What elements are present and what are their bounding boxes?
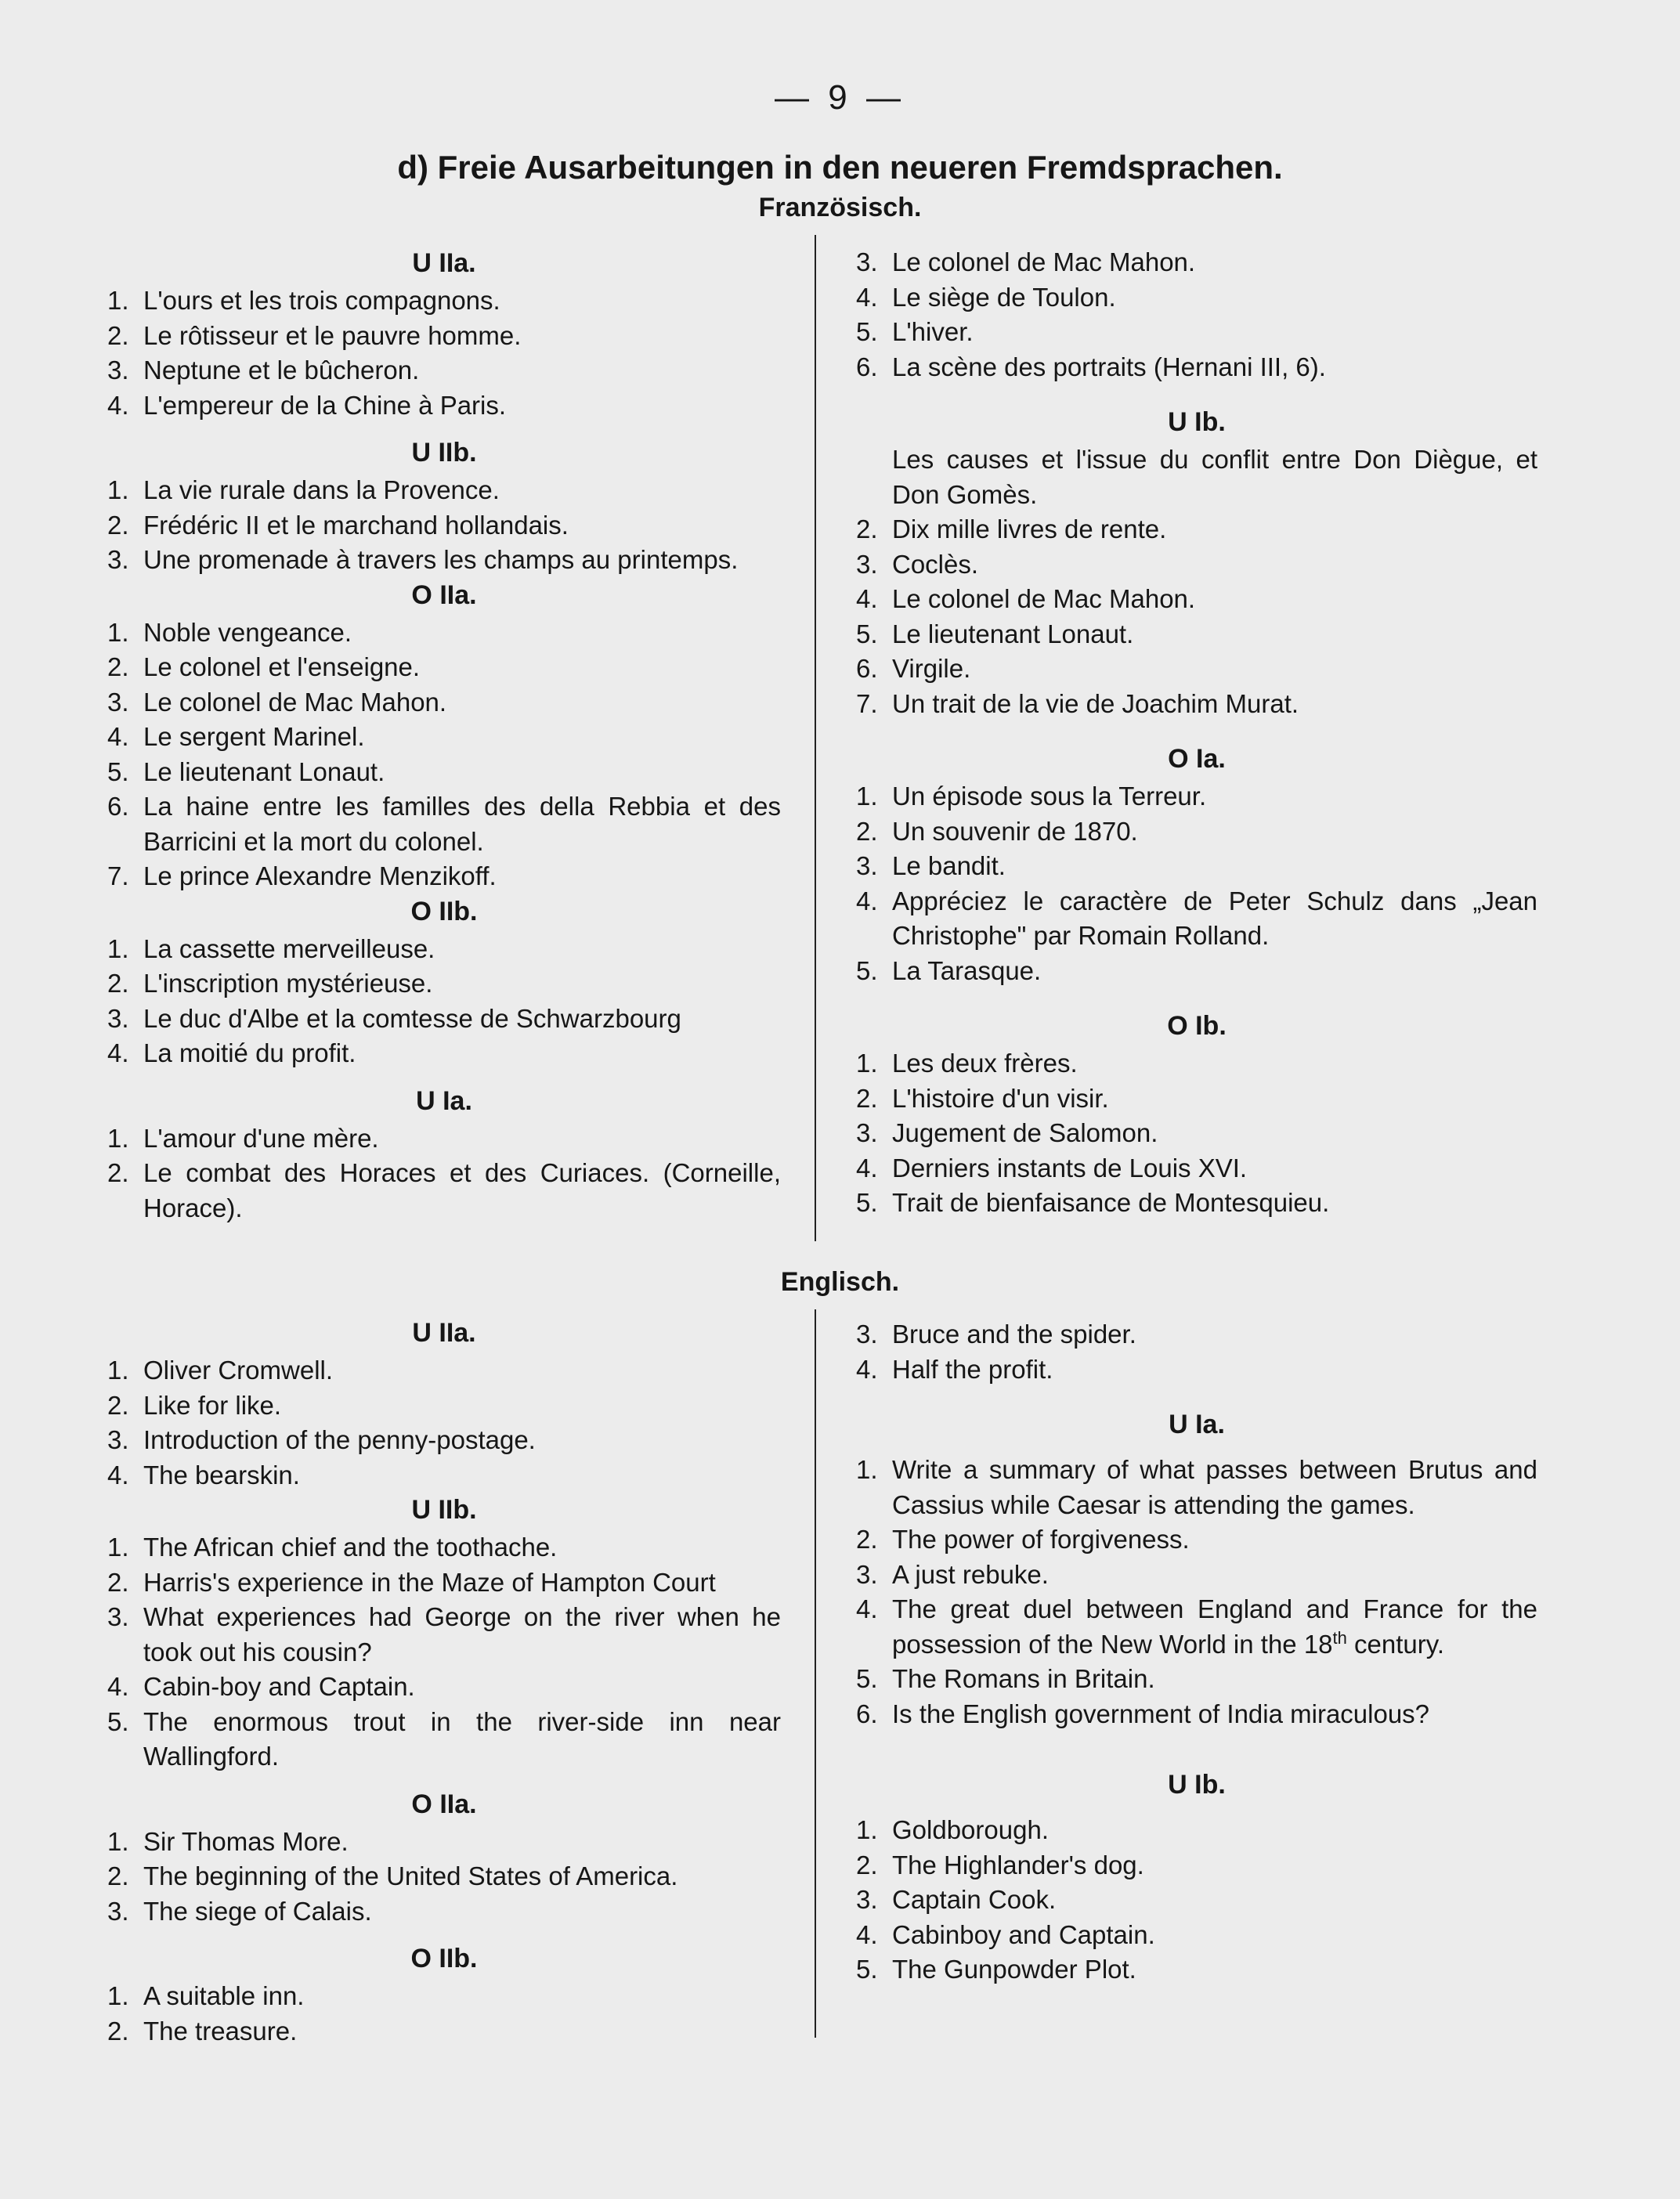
list-item: 7. Le prince Alexandre Menzikoff.: [107, 861, 497, 890]
english-u2a-list: [107, 1353, 781, 1493]
list-item: 5. The Gunpowder Plot.: [856, 1955, 1136, 1984]
list-item: 4. The great duel between England and France for the possession of the New World in the 18th century.: [856, 1594, 1537, 1659]
list-item: 1. L'ours et les trois compagnons.: [107, 286, 500, 315]
list-item: 2. The treasure.: [107, 2016, 298, 2046]
list-item: 2. Le rôtisseur et le pauvre homme.: [107, 320, 522, 350]
list-item: 5. The enormous trout in the river-side inn near Wallingford.: [107, 1706, 781, 1771]
english-u2a-heading: U IIa.: [412, 1318, 476, 1348]
list-item: 1. Goldborough.: [856, 1815, 1049, 1844]
list-item: 2. Frédéric II et le marchand hollandais.: [107, 510, 569, 540]
french-o2b-list: [107, 932, 781, 1071]
list-item: 4. Le colonel de Mac Mahon.: [856, 584, 1196, 613]
list-item: 3. Le duc d'Albe et la comtesse de Schwarzbourg: [107, 1003, 681, 1033]
list-item: 2. Harris's experience in the Maze of Hampton Court: [107, 1567, 716, 1597]
list-item: 3. The siege of Calais.: [107, 1896, 372, 1926]
english-u2b-list: [107, 1530, 781, 1775]
french-o1a-list: [856, 779, 1537, 988]
list-item: 5. L'hiver.: [856, 317, 974, 346]
list-item: 6. La scène des portraits (Hernani III, 6).: [856, 352, 1326, 381]
english-o2b-continued-list: [856, 1317, 1537, 1387]
french-u2b-list: [107, 473, 781, 578]
list-item: 1. Write a summary of what passes between Brutus and Cassius while Caesar is attending the games.: [856, 1455, 1537, 1519]
list-item: 4. Cabinboy and Captain.: [856, 1919, 1155, 1949]
french-o2a-heading: O IIa.: [411, 580, 477, 610]
list-item: 2. Dix mille livres de rente.: [856, 515, 1167, 543]
french-u1b-lead: Les causes et l'issue du conflit entre Don Diègue, et Don Gomès.: [892, 445, 1537, 509]
list-item: 4. La moitié du profit.: [107, 1038, 356, 1067]
list-item: 4. L'empereur de la Chine à Paris.: [107, 390, 507, 420]
list-item: 5. Le lieutenant Lonaut.: [856, 619, 1134, 648]
list-item: 2. Le combat des Horaces et des Curiaces. (Corneille, Horace).: [107, 1158, 781, 1222]
french-u2b-heading: U IIb.: [411, 438, 477, 468]
english-u1b-heading: U Ib.: [1168, 1770, 1226, 1800]
column-divider-english: [815, 1309, 816, 2038]
list-item: 3. Le bandit.: [856, 851, 1006, 880]
list-item: 2. The beginning of the United States of America.: [107, 1861, 678, 1890]
french-o2b-heading: O IIb.: [410, 896, 478, 926]
list-item: 1. La cassette merveilleuse.: [107, 933, 435, 963]
french-right-column: [856, 245, 1537, 1221]
list-item: 2. The Highlander's dog.: [856, 1850, 1144, 1879]
list-item: 2. The power of forgiveness.: [856, 1525, 1190, 1554]
english-u1a-list: [856, 1453, 1537, 1731]
english-u2b-heading: U IIb.: [411, 1495, 477, 1525]
english-u1a-heading: U Ia.: [1169, 1410, 1225, 1439]
list-item: 3. Introduction of the penny-postage.: [107, 1425, 536, 1454]
english-left-column: [107, 1316, 781, 2049]
french-o1b-heading: O Ib.: [1167, 1011, 1227, 1041]
list-item: 5. La Tarasque.: [856, 955, 1042, 985]
list-item: 4. Appréciez le caractère de Peter Schulz dans „Jean Christophe" par Romain Rolland.: [856, 886, 1537, 950]
list-item: 3. A just rebuke.: [856, 1559, 1049, 1589]
list-item: 3. Neptune et le bûcheron.: [107, 356, 420, 385]
list-item: 3. Captain Cook.: [856, 1885, 1057, 1914]
list-item: 3. Le colonel de Mac Mahon.: [107, 687, 447, 717]
list-item: 4. Half the profit.: [856, 1354, 1053, 1384]
french-u1a-heading: U Ia.: [416, 1085, 472, 1116]
english-o2a-list: [107, 1825, 781, 1930]
list-item: 1. A suitable inn.: [107, 1981, 305, 2010]
list-item: 5. Trait de bienfaisance de Montesquieu.: [856, 1188, 1330, 1217]
list-item: 5. Le lieutenant Lonaut.: [107, 756, 385, 786]
french-heading: Französisch.: [758, 193, 922, 222]
english-heading: Englisch.: [780, 1267, 900, 1297]
english-u1b-list: [856, 1813, 1537, 1988]
list-item: 3. What experiences had George on the river when he took out his cousin?: [107, 1602, 781, 1666]
list-item: 7. Un trait de la vie de Joachim Murat.: [856, 688, 1299, 718]
list-item: 1. Oliver Cromwell.: [107, 1356, 334, 1385]
list-item: 6. La haine entre les familles des della Rebbia et des Barricini et la mort du colonel.: [107, 792, 781, 856]
list-item: 2. Un souvenir de 1870.: [856, 816, 1138, 846]
french-o1a-heading: O Ia.: [1168, 744, 1226, 774]
french-u1b-list: [856, 512, 1537, 721]
list-item: 1. Un épisode sous la Terreur.: [856, 782, 1207, 811]
list-item: 3. Jugement de Salomon.: [856, 1118, 1158, 1147]
french-u1b-heading: U Ib.: [1168, 407, 1226, 437]
list-item: 1. The African chief and the toothache.: [107, 1533, 558, 1562]
list-item: 4. Le sergent Marinel.: [107, 722, 365, 751]
list-item: 3. Une promenade à travers les champs au printemps.: [107, 545, 739, 574]
list-item: 2. Le colonel et l'enseigne.: [107, 652, 421, 681]
list-item: 4. The bearskin.: [107, 1460, 300, 1489]
list-item: 5. The Romans in Britain.: [856, 1664, 1155, 1693]
french-u1a-continued-list: [856, 245, 1537, 385]
list-item: 4. Le siège de Toulon.: [856, 282, 1116, 312]
list-item: 1. La vie rurale dans la Provence.: [107, 475, 500, 504]
page-number: — 9 —: [775, 78, 905, 117]
french-left-column: [107, 246, 781, 1226]
french-o1b-list: [856, 1046, 1537, 1221]
list-item: 4. Cabin-boy and Captain.: [107, 1672, 415, 1701]
column-divider-french: [815, 235, 816, 1241]
list-item: 1. Les deux frères.: [856, 1049, 1078, 1078]
list-item: 2. L'histoire d'un visir.: [856, 1083, 1109, 1113]
list-item: 1. L'amour d'une mère.: [107, 1123, 379, 1153]
list-item: 2. Like for like.: [107, 1390, 282, 1420]
list-item: 3. Bruce and the spider.: [856, 1320, 1136, 1349]
list-item: 4. Derniers instants de Louis XVI.: [856, 1153, 1248, 1183]
list-item: 1. Sir Thomas More.: [107, 1826, 349, 1856]
french-o2a-list: [107, 616, 781, 894]
list-item: 2. L'inscription mystérieuse.: [107, 969, 433, 998]
list-item: 3. Le colonel de Mac Mahon.: [856, 247, 1196, 276]
english-o2b-list: [107, 1979, 781, 2049]
english-right-column: [856, 1317, 1537, 1988]
french-u1a-list: [107, 1121, 781, 1226]
main-heading: d) Freie Ausarbeitungen in den neueren Fremdsprachen.: [397, 149, 1283, 186]
list-item: 6. Virgile.: [856, 654, 971, 683]
list-item: 6. Is the English government of India miraculous?: [856, 1699, 1430, 1728]
french-u2a-list: [107, 283, 781, 423]
french-u2a-heading: U IIa.: [412, 248, 476, 278]
list-item: 3. Coclès.: [856, 549, 979, 579]
list-item: 1. Noble vengeance.: [107, 617, 352, 647]
english-o2a-heading: O IIa.: [411, 1789, 477, 1819]
english-o2b-heading: O IIb.: [410, 1944, 478, 1973]
